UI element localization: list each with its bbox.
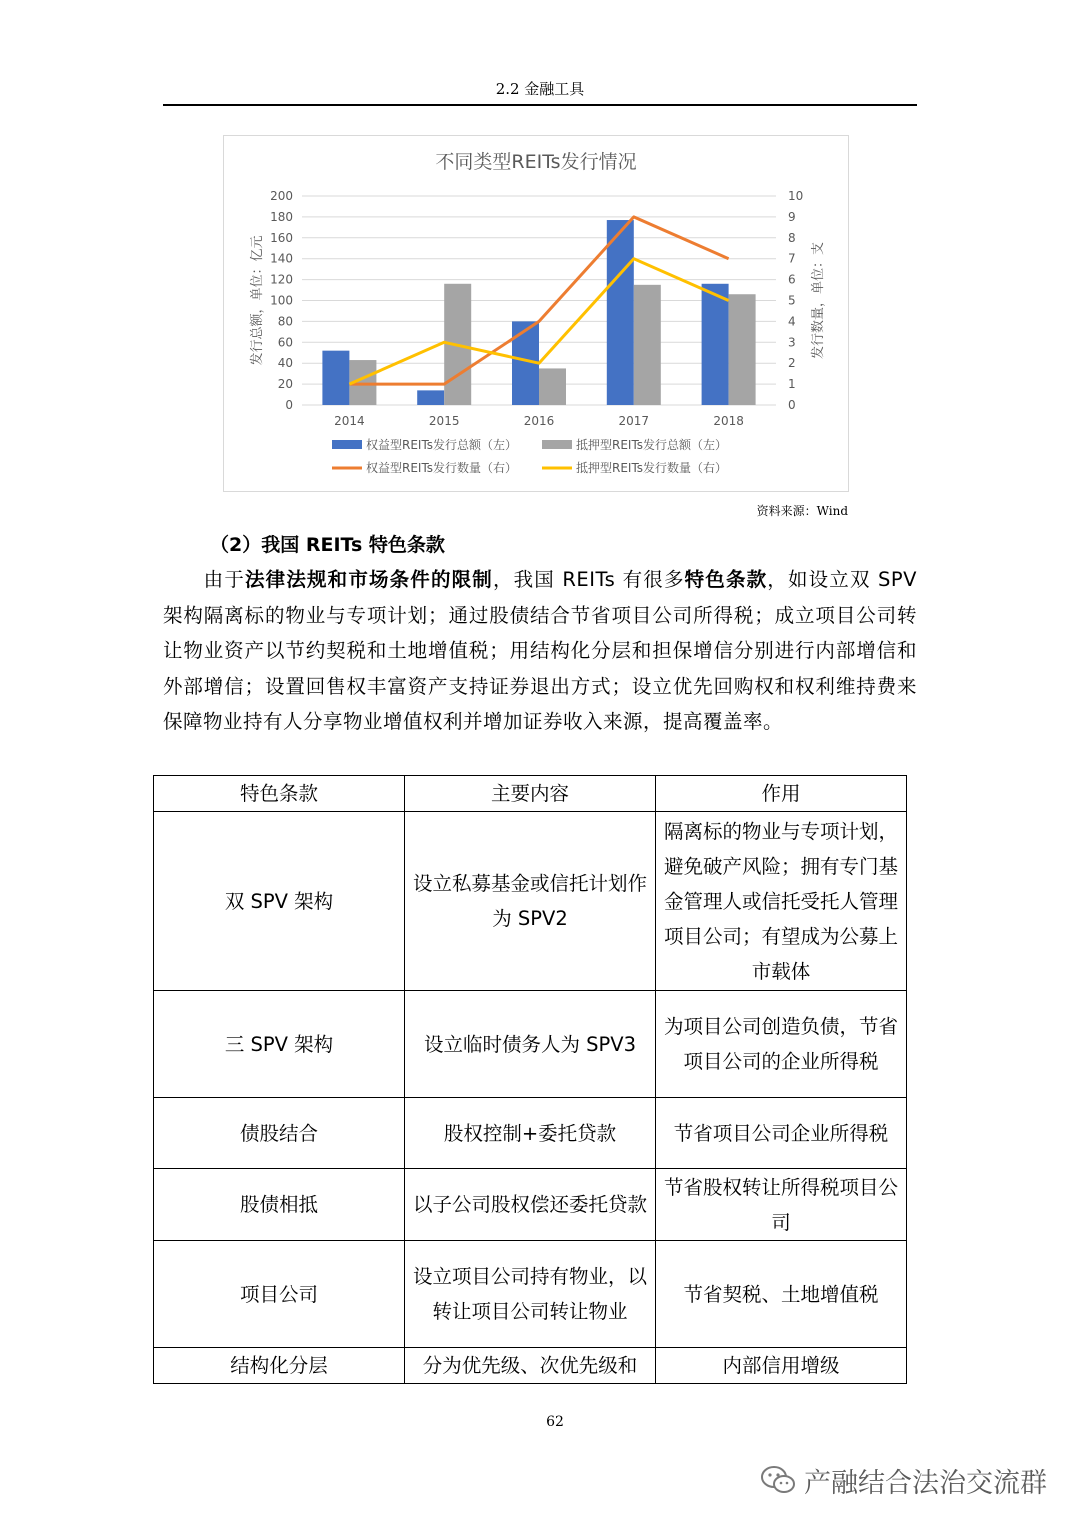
table-row (154, 1241, 907, 1348)
y-tick-label: 200 (270, 189, 293, 203)
chart-svg (224, 136, 848, 491)
table-cell: 以子公司股权偿还委托贷款 (405, 1169, 656, 1241)
table-cell: 分为优先级、次优先级和 (405, 1348, 656, 1384)
table-cell: 股债相抵 (154, 1169, 405, 1241)
body-paragraph (163, 562, 917, 740)
bar (634, 285, 661, 405)
table-header-cell: 主要内容 (405, 776, 656, 812)
y2-tick-label: 7 (788, 251, 796, 266)
para-bold-2: 特色条款 (684, 568, 768, 591)
table-header-cell: 特色条款 (154, 776, 405, 812)
bar (417, 390, 444, 405)
x-tick-label: 2017 (618, 414, 650, 428)
source-note: 资料来源：Wind (756, 504, 848, 518)
legend-label: 抵押型REITs发行数量（右） (576, 461, 728, 475)
table-cell: 隔离标的物业与专项计划，避免破产风险；拥有专门基金管理人或信托受托人管理项目公司；有望成为公募上市载体 (656, 812, 907, 991)
table-header-cell: 作用 (656, 776, 907, 812)
legend-label: 抵押型REITs发行总额（左） (576, 438, 728, 452)
table-cell: 节省契税、土地增值税 (656, 1241, 907, 1348)
table-row (154, 812, 907, 991)
para-text-3: ，如设立双 SPV 架构隔离标的物业与专项计划；通过股债结合节省项目公司所得税；成立项目公司转让物业资产以节约契税和土地增值税；用结构化分层和担保增信分别进行内部增信和外部增信；设置回售权丰富资产支持证券退出方式；设立优先回购权和权利维持费来保障物业持有人分享物业增值权利并增加证券收入来源，提高覆盖率。 (163, 568, 917, 733)
y2-tick-label: 3 (788, 335, 796, 350)
header-rule (163, 104, 917, 106)
table-cell: 股权控制+委托贷款 (405, 1098, 656, 1169)
watermark (760, 1460, 1047, 1500)
table-cell: 双 SPV 架构 (154, 812, 405, 991)
para-text-2: ，我国 REITs 有很多 (492, 568, 685, 591)
legend-label: 权益型REITs发行总额（左） (366, 438, 518, 452)
wechat-icon (760, 1465, 796, 1495)
x-tick-label: 2014 (334, 414, 365, 428)
y-tick-label: 40 (277, 356, 293, 371)
y2-tick-label: 9 (788, 209, 796, 224)
legend-label: 权益型REITs发行数量（右） (366, 461, 518, 475)
table-cell: 设立项目公司持有物业，以转让项目公司转让物业 (405, 1241, 656, 1348)
table-cell: 债股结合 (154, 1098, 405, 1169)
para-bold-1: 法律法规和市场条件的限制 (245, 568, 493, 591)
y2-tick-label: 8 (788, 230, 796, 245)
y-tick-label: 100 (270, 293, 293, 308)
table-cell: 设立临时债务人为 SPV3 (405, 991, 656, 1098)
table-row (154, 1098, 907, 1169)
table-header-row (154, 776, 907, 812)
running-header: 2.2 金融工具 (495, 80, 585, 98)
y-tick-label: 80 (277, 314, 293, 329)
bar (729, 294, 756, 405)
features-table (153, 775, 907, 1384)
y-tick-label: 140 (270, 251, 293, 266)
table-cell: 内部信用增级 (656, 1348, 907, 1384)
y-tick-label: 0 (285, 398, 293, 412)
y2-axis-title: 发行数量，单位：支 (811, 241, 826, 360)
y-axis-title: 发行总额，单位：亿元 (250, 235, 265, 366)
table-cell: 结构化分层 (154, 1348, 405, 1384)
table-cell: 节省项目公司企业所得税 (656, 1098, 907, 1169)
table-cell: 三 SPV 架构 (154, 991, 405, 1098)
table-row (154, 1348, 907, 1384)
para-text-1: 由于 (203, 568, 245, 591)
y2-tick-label: 10 (788, 189, 804, 203)
bar (539, 368, 566, 405)
y2-tick-label: 5 (788, 293, 796, 308)
x-tick-label: 2016 (523, 414, 555, 428)
y-tick-label: 60 (277, 335, 293, 350)
bar (702, 284, 729, 405)
reits-chart (223, 135, 849, 492)
table-row (154, 1169, 907, 1241)
bar (322, 351, 349, 405)
y2-tick-label: 6 (788, 272, 796, 287)
section-heading: （2）我国 REITs 特色条款 (210, 534, 445, 556)
y-tick-label: 180 (270, 209, 293, 224)
y-tick-label: 120 (270, 272, 293, 287)
table-row (154, 991, 907, 1098)
y2-tick-label: 0 (788, 398, 796, 412)
watermark-text: 产融结合法治交流群 (804, 1467, 1047, 1499)
y2-tick-label: 4 (788, 314, 796, 329)
chart-title: 不同类型REITs发行情况 (435, 151, 637, 173)
table-cell: 设立私募基金或信托计划作为 SPV2 (405, 812, 656, 991)
x-tick-label: 2015 (428, 414, 460, 428)
legend-swatch (542, 440, 572, 449)
table-cell: 节省股权转让所得税项目公司 (656, 1169, 907, 1241)
y2-tick-label: 2 (788, 356, 796, 371)
y-tick-label: 160 (270, 230, 293, 245)
y2-tick-label: 1 (788, 377, 796, 392)
table-cell: 项目公司 (154, 1241, 405, 1348)
legend-swatch (332, 440, 362, 449)
bar (607, 220, 634, 405)
x-tick-label: 2018 (713, 414, 744, 428)
table-cell: 为项目公司创造负债，节省项目公司的企业所得税 (656, 991, 907, 1098)
page-number: 62 (546, 1414, 564, 1430)
y-tick-label: 20 (277, 377, 293, 392)
